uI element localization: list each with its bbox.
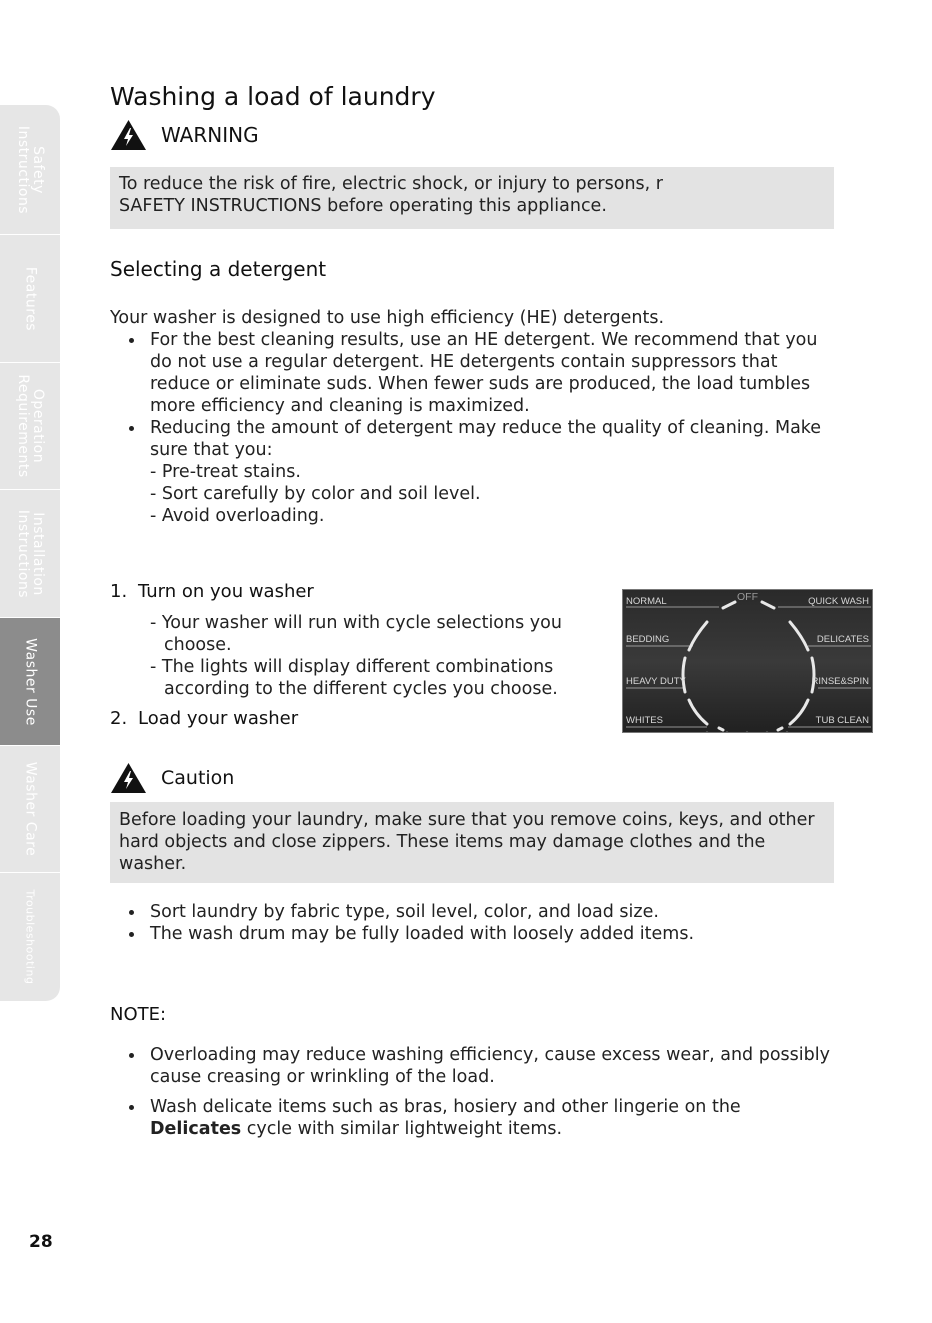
side-tab-label: Features	[22, 266, 39, 331]
list-item	[110, 417, 830, 527]
page-number: 28	[29, 1232, 53, 1252]
panel-label-quick-wash: QUICK WASH	[808, 596, 869, 607]
bullet-dot	[129, 1053, 134, 1058]
bullet-dot	[129, 338, 134, 343]
detergent-bullet-1: For the best cleaning results, use an HE detergent. We recommend that you do not use a regular detergent. HE detergents contain suppressors that reduce or eliminate suds. When fewer suds are produced, the load tumbles more efficiency and cleaning is maximized.	[150, 330, 818, 416]
detergent-bullets	[110, 329, 830, 527]
warning-box	[110, 167, 834, 229]
warning-header	[110, 119, 259, 151]
note-bullet-2-pre: Wash delicate items such as bras, hosiery and other lingerie on the	[150, 1097, 741, 1117]
load-bullet-1: Sort laundry by fabric type, soil level, color, and load size.	[150, 902, 659, 922]
panel-label-normal: NORMAL	[626, 596, 667, 607]
detergent-sub-3: - Avoid overloading.	[150, 506, 325, 526]
panel-label-whites: WHITES	[626, 715, 663, 726]
panel-label-rinse-spin: RINSE&SPIN	[811, 676, 869, 687]
detergent-intro: Your washer is designed to use high efficiency (HE) detergents.	[110, 308, 665, 328]
caution-box	[110, 802, 834, 883]
caution-icon	[110, 762, 147, 794]
step-number: 1.	[110, 581, 128, 602]
panel-label-delicates: DELICATES	[816, 634, 869, 645]
dial-graphic	[623, 590, 873, 733]
load-bullet-2: The wash drum may be fully loaded with loosely added items.	[150, 924, 695, 944]
list-item	[110, 1096, 830, 1140]
side-tab-label: Washer Use	[22, 637, 39, 726]
side-tab-washer-care[interactable]	[0, 746, 60, 873]
step-1-notes	[150, 612, 630, 700]
control-panel-image	[622, 589, 873, 733]
detergent-bullet-2: Reducing the amount of detergent may reduce the quality of cleaning. Make sure that you:	[150, 418, 822, 460]
step-number: 2.	[110, 708, 128, 729]
step-title: Load your washer	[138, 708, 299, 729]
caution-label: Caution	[161, 767, 235, 789]
warning-text-line1: To reduce the risk of fire, electric shock, or injury to persons, r	[119, 174, 663, 194]
panel-label-bedding: BEDDING	[626, 634, 670, 645]
side-tabs	[0, 105, 60, 1001]
side-tab-installation-instructions[interactable]	[0, 490, 60, 618]
list-item	[110, 329, 830, 417]
step-title: Turn on you washer	[138, 581, 314, 602]
side-tab-safety-instructions[interactable]	[0, 105, 60, 235]
page-title: Washing a load of laundry	[110, 82, 436, 111]
step-2	[110, 708, 298, 729]
detergent-sub-1: - Pre-treat stains.	[150, 462, 301, 482]
list-item	[110, 923, 830, 945]
caution-text: Before loading your laundry, make sure that you remove coins, keys, and other hard objects and close zippers. These items may damage clothes and the washer.	[119, 810, 815, 874]
side-tab-washer-use[interactable]	[0, 618, 60, 746]
bullet-dot	[129, 1105, 134, 1110]
caution-header	[110, 762, 234, 794]
list-item	[110, 1044, 830, 1088]
side-tab-operation-requirements[interactable]	[0, 363, 60, 490]
panel-label-off: OFF	[737, 591, 758, 603]
load-bullets	[110, 901, 830, 945]
warning-text-line2: SAFETY INSTRUCTIONS before operating this appliance.	[119, 196, 607, 216]
side-tab-label: Operation Requirements	[15, 374, 46, 478]
section-heading-detergent: Selecting a detergent	[110, 257, 327, 281]
side-tab-label: Installation Instructions	[15, 509, 46, 598]
side-tab-features[interactable]	[0, 235, 60, 363]
bullet-dot	[129, 932, 134, 937]
warning-label: WARNING	[161, 123, 259, 147]
side-tab-label: Washer Care	[22, 761, 39, 857]
step-1	[110, 581, 314, 602]
note-bullet-1: Overloading may reduce washing efficiency, cause excess wear, and possibly cause creasing or wrinkling of the load.	[150, 1045, 830, 1087]
bullet-dot	[129, 910, 134, 915]
side-tab-label: Safety Instructions	[15, 125, 46, 214]
panel-label-tub-clean: TUB CLEAN	[815, 715, 869, 726]
bullet-dot	[129, 426, 134, 431]
note-heading: NOTE:	[110, 1004, 167, 1025]
note-bullet-2-bold: Delicates	[150, 1119, 242, 1139]
step-1-note-1: - Your washer will run with cycle selections you choose.	[150, 613, 562, 655]
step-1-note-2: - The lights will display different combinations according to the different cycles you choose.	[150, 657, 558, 699]
note-bullets	[110, 1044, 830, 1140]
list-item	[110, 901, 830, 923]
detergent-sub-2: - Sort carefully by color and soil level.	[150, 484, 481, 504]
side-tab-troubleshooting[interactable]	[0, 873, 60, 1001]
note-bullet-2-post: cycle with similar lightweight items.	[241, 1119, 563, 1139]
panel-label-heavy-duty: HEAVY DUTY	[626, 676, 686, 687]
side-tab-label: Troubleshooting	[23, 889, 37, 985]
warning-icon	[110, 119, 147, 151]
